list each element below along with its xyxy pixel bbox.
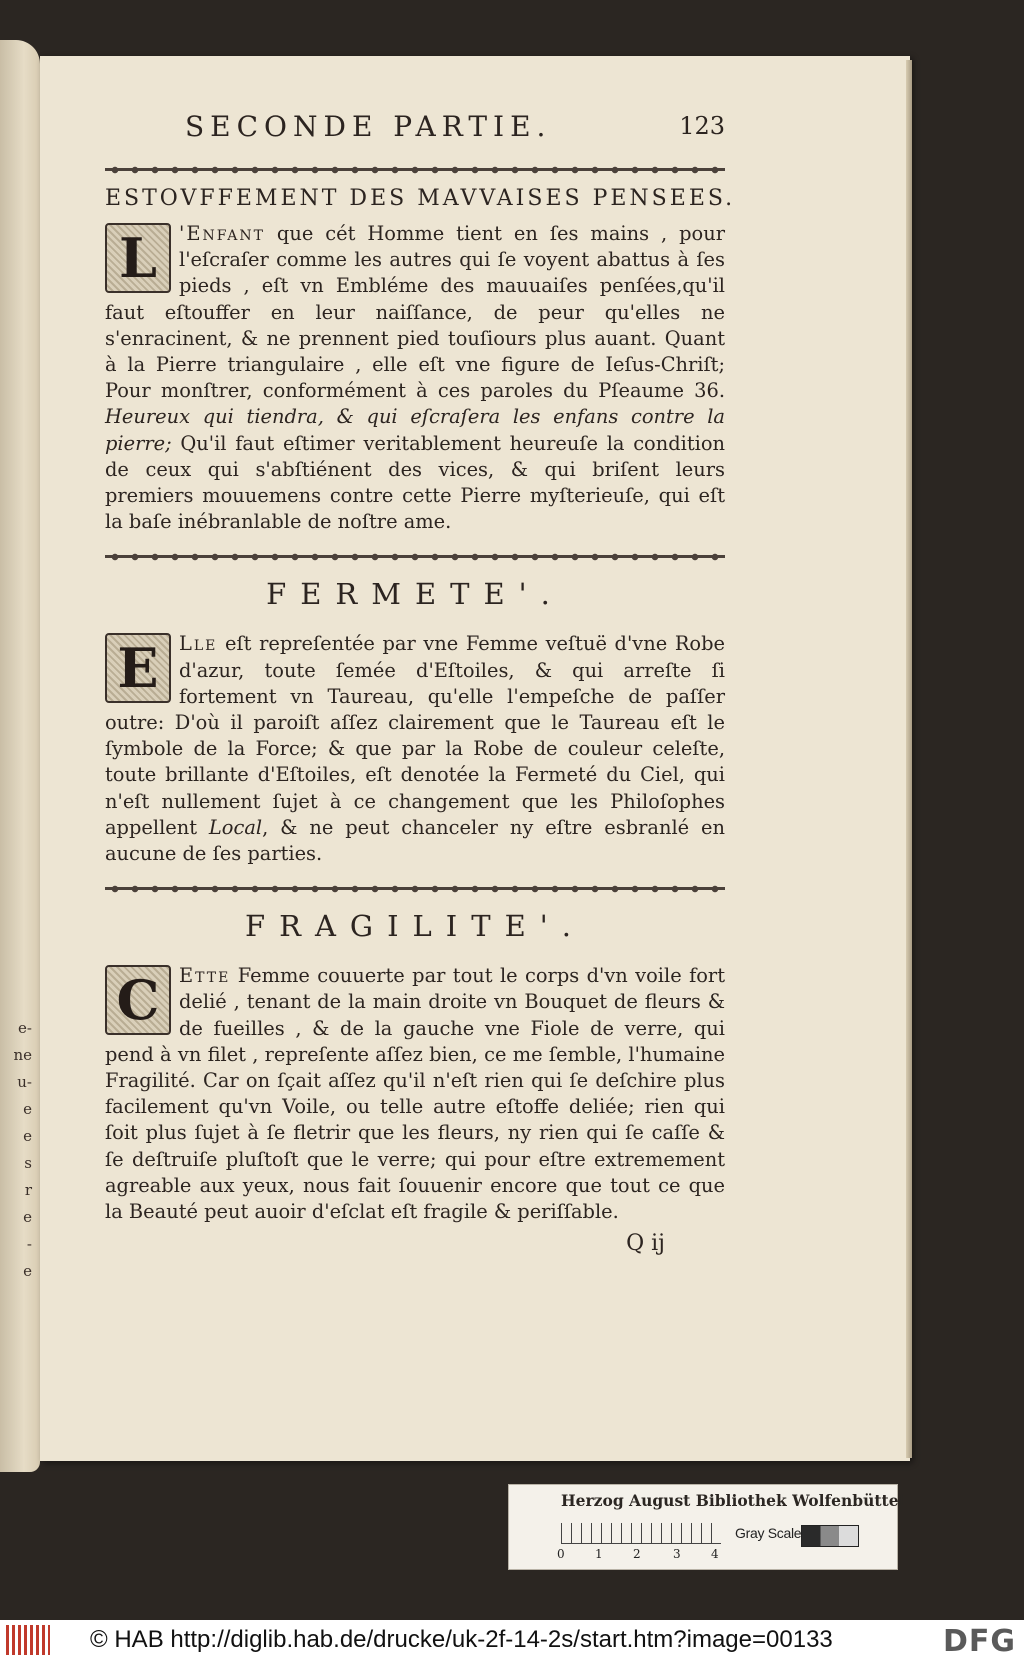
paragraph-text: eſt repreſentée par vne Femme veſtuë d'vne Robe d'azur, toute ſemée d'Eſtoiles, & qui arreſte ſi fortement vn Taureau, qu'elle l'empeſche de paſſer outre: D'où il paroiſt aſſez clairement que le Taureau eſt le ſymbole de la Force; & que par la Robe de couleur celeſte, toute brillante d'Eſtoiles, eſt denotée la Fermeté du Ciel, qui n'eſt nullement ſujet à ce changement que les Philoſophes appellent — [105, 632, 725, 839]
grayscale-label: Gray Scale — [735, 1525, 802, 1541]
page-text-block — [105, 110, 736, 1257]
library-color-card — [508, 1484, 905, 1570]
dropcap-letter-e: E — [105, 633, 171, 703]
margin-letter: u- — [17, 1073, 32, 1091]
section-heading-fragilite: FRAGILITE'. — [245, 909, 585, 944]
paragraph-text-continued: Qu'il faut eſtimer veritablement heureuſe la condition de ceux qui s'abſtiénent des vices, & qui briſent leurs premiers mouuemens contre cette Pierre myſterieuſe, qui eſt la baſe inébranlable de noſtre ame. — [105, 431, 725, 534]
hab-barcode-logo-icon — [6, 1625, 50, 1655]
scale-number: 1 — [595, 1547, 603, 1561]
dfg-logo: DFG — [942, 1624, 1016, 1659]
paragraph-text: que cét Homme tient en ſes mains , pour l'eſcraſer comme les autres qui ſe voyent abattus à ſes pieds , eſt vn Embléme des mauuaiſes penſées,qu'il faut eſtouffer en leur naiſſance, de peur qu'elles ne s'enracinent, & ne prennent pied touſiours plus auant. Quant à la Pierre triangulaire , elle eſt vne figure de Ieſus-Chriſt; Pour monſtrer, conformément à ces paroles du Pſeaume 36. — [105, 222, 725, 403]
grayscale-swatches — [801, 1525, 859, 1547]
paragraph-fermete — [105, 631, 725, 867]
margin-letter: e — [23, 1100, 32, 1118]
ornament-band-top — [105, 160, 725, 180]
paragraph-text: Femme couuerte par tout le corps d'vn voile fort delié , tenant de la main droite vn Bouquet de fleurs & de fueilles , & de la gauche vne Fiole de verre, qui pend à vn filet , repreſente aſſez bien, ce me ſemble, l'humaine Fragilité. Car on ſçait aſſez qu'il n'eſt rien qui ſe deſchire plus facilement qu'vn Voile, ou telle autre eſtoffe deliée; rien qui ſoit plus ſujet à ſe fletrir que les fleurs, ny rien qui ſe caſſe & ſe deſtruiſe pluſtoſt que le verre; qui pour eſtre extremement agreable aux yeux, nous fait ſouuenir encore que tout ce que la Beauté peut auoir d'eſclat eſt fragile & periſſable. — [105, 964, 725, 1224]
ornament-band-middle — [105, 547, 725, 567]
margin-letter: - — [26, 1235, 32, 1253]
scale-number: 3 — [673, 1547, 681, 1561]
running-head-title: SECONDE PARTIE. — [185, 110, 552, 143]
facing-page-edge — [0, 40, 40, 1472]
scale-number: 4 — [711, 1547, 719, 1561]
signature-mark: Q ij — [626, 1231, 665, 1257]
paragraph-italic-quote: Heureux qui tiendra, & qui eſcraſera les enfans contre la pierre; — [105, 405, 725, 455]
dropcap-letter-c: C — [105, 965, 171, 1035]
margin-letter: e — [23, 1262, 32, 1280]
paragraph-text-continued: , & ne peut chanceler ny eſtre esbranlé en aucune de ſes parties. — [105, 815, 725, 866]
running-head — [105, 110, 725, 154]
scale-ruler — [561, 1523, 721, 1544]
paragraph-fragilite — [105, 963, 725, 1225]
page-fore-edge — [906, 60, 912, 1458]
margin-letter: ne — [13, 1046, 32, 1064]
footer-bar — [0, 1620, 1024, 1660]
margin-letter: s — [24, 1154, 32, 1172]
lead-word: Lle — [179, 632, 218, 656]
paragraph-italic-word: Local — [197, 815, 263, 839]
copyright-link[interactable]: © HAB http://diglib.hab.de/drucke/uk-2f-14-2s/start.htm?image=00133 — [90, 1626, 833, 1653]
margin-letter: r — [24, 1181, 32, 1199]
page-number: 123 — [679, 112, 725, 140]
section-heading-estouffement: ESTOVFFEMENT DES MAVVAISES PENSEES. — [105, 186, 736, 211]
lead-word: 'Enfant — [179, 222, 265, 245]
scale-number: 2 — [633, 1547, 641, 1561]
facing-page-margin-letters — [6, 1015, 32, 1285]
ornament-band-lower — [105, 879, 725, 899]
margin-letter: e — [23, 1127, 32, 1145]
margin-letter: e — [23, 1208, 32, 1226]
card-institution: Herzog August Bibliothek Wolfenbüttel — [561, 1491, 905, 1510]
lead-word: Ette — [179, 964, 231, 988]
paragraph-estouffement — [105, 221, 725, 535]
margin-letter: e- — [18, 1019, 32, 1037]
scale-number: 0 — [557, 1547, 565, 1561]
section-heading-fermete: FERMETE'. — [266, 577, 564, 612]
dropcap-letter-l: L — [105, 223, 171, 293]
